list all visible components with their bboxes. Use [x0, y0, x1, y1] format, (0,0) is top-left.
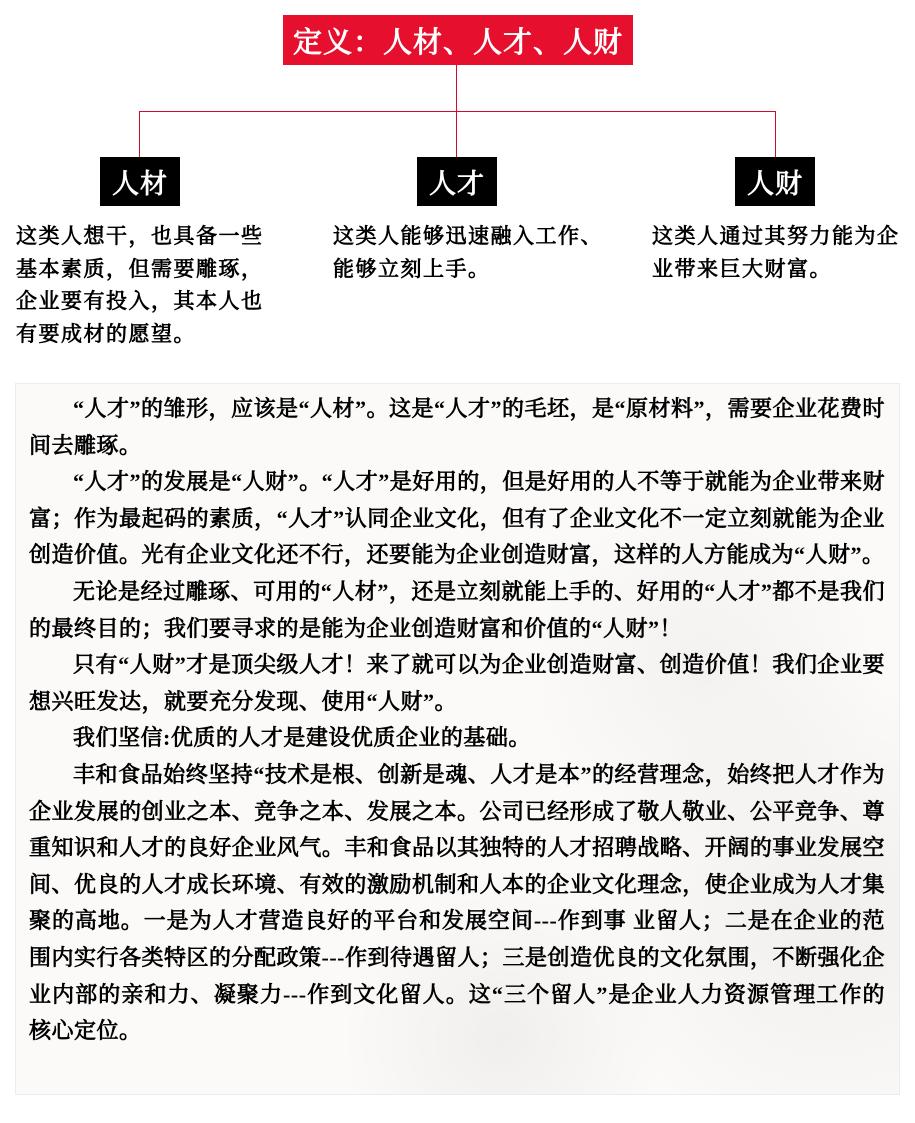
node-description-talent: 这类人能够迅速融入工作、能够立刻上手。 [333, 224, 603, 281]
connector-line-branch-right [775, 111, 776, 157]
article-paragraph: “人才”的发展是“人财”。“人才”是好用的，但是好用的人不等于就能为企业带来财富；作为最起码的素质，“人才”认同企业文化，但有了企业文化不一定立刻就能为企业创造价值。光有企业文化还不行，还要能为企业创造财富，这样的人方能成为“人财”。 [29, 469, 885, 568]
node-description-material: 这类人想干，也具备一些基本素质，但需要雕琢，企业要有投入，其本人也有要成材的愿望。 [16, 224, 264, 346]
article-panel [15, 383, 900, 1095]
connector-line-horizontal [139, 111, 776, 112]
article-paragraph: 丰和食品始终坚持“技术是根、创新是魂、人才是本”的经营理念，始终把人才作为企业发展的创业之本、竞争之本、发展之本。公司已经形成了敬人敬业、公平竞争、尊重知识和人才的良好企业风气。丰和食品以其独特的人才招聘战略、开阔的事业发展空间、优良的人才成长环境、有效的激励机制和人本的企业文化理念，使企业成为人才集聚的高地。一是为人才营造良好的平台和发展空间---作到事 业留人；二是在企业的范围内实行各类特区的分配政策---作到待遇留人；三是创造优良的文化氛围，不断强化企业内部的亲和力、凝聚力---作到文化留人。这“三个留人”是企业人力资源管理工作的核心定位。 [29, 761, 885, 1044]
connector-line-branch-center [456, 111, 457, 157]
node-box-rencai-material: 人材 [100, 157, 180, 206]
definition-header: 定义：人材、人才、人财 [283, 15, 633, 65]
node-box-rencai-talent: 人才 [417, 157, 497, 206]
node-description-wealth: 这类人通过其努力能为企业带来巨大财富。 [652, 224, 900, 281]
connector-line-top-vertical [456, 65, 457, 111]
node-box-rencai-wealth: 人财 [735, 157, 815, 206]
connector-line-branch-left [139, 111, 140, 157]
article-paragraph: 无论是经过雕琢、可用的“人材”，还是立刻就能上手的、好用的“人才”都不是我们的最终目的；我们要寻求的是能为企业创造财富和价值的“人财”！ [29, 578, 885, 641]
article-paragraph: “人才”的雏形，应该是“人材”。这是“人才”的毛坯，是“原材料”，需要企业花费时间去雕琢。 [29, 396, 886, 458]
article-paragraph: 只有“人财”才是顶尖级人才！来了就可以为企业创造财富、创造价值！我们企业要想兴旺发达，就要充分发现、使用“人财”。 [29, 652, 885, 714]
article-paragraph: 我们坚信:优质的人才是建设优质企业的基础。 [73, 725, 531, 751]
